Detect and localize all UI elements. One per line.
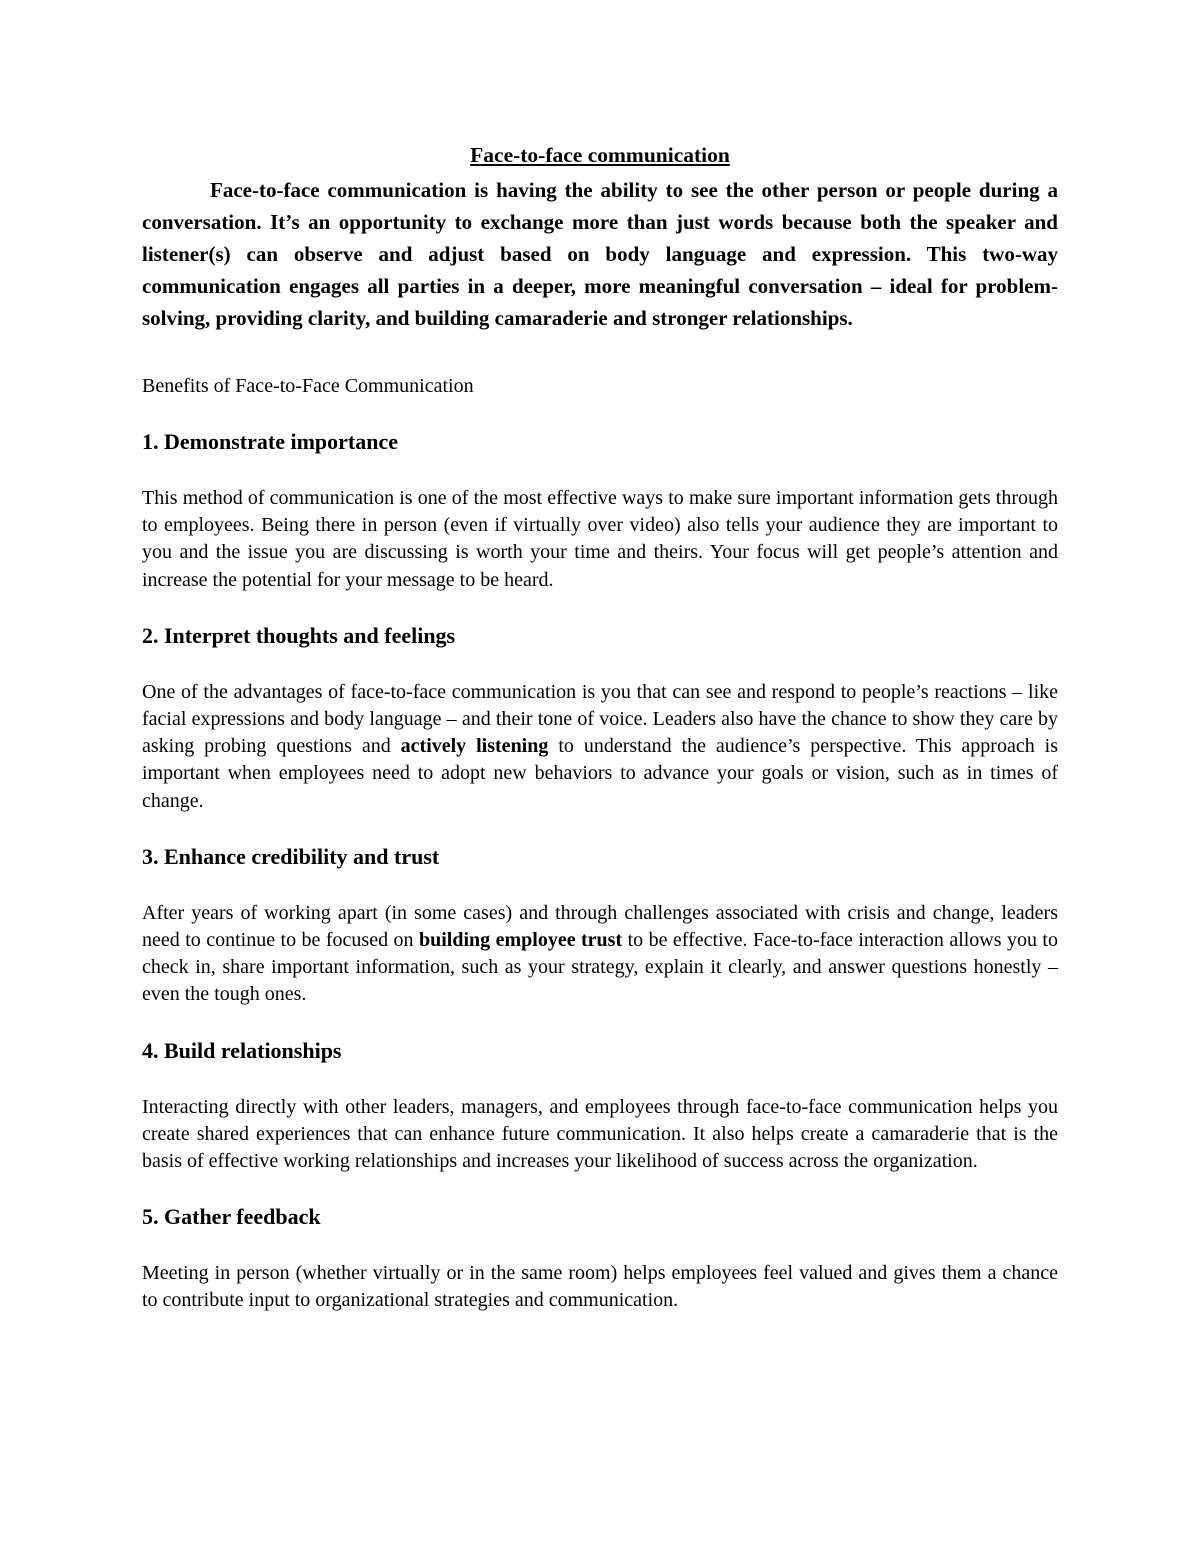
section-heading-1: 1. Demonstrate importance [142,429,398,454]
section-text-5: Meeting in person (whether virtually or in the same room) helps employees feel valued and gives them a chance to contribute input to organizational strategies and communication. [142,1262,1058,1312]
section-text-3 [142,900,1058,1009]
section-3-text-a: After years of working apart (in some cases) and through challenges associated with crisis and change, leaders need to continue to be focused on [142,901,1058,952]
section-2-text-a: One of the advantages of face-to-face communication is you that can see and respond to people’s reactions – like facial expressions and body language – and their tone of voice. Leaders also have the chance to show they care by asking probing questions and [142,680,1058,758]
section-3-text-b: to be effective. Face-to-face interaction allows you to check in, share important information, such as your strategy, explain it clearly, and answer questions honestly – even the tough ones. [142,929,1058,1006]
document-page [142,140,1058,1315]
building-employee-trust-term: building employee trust [418,929,623,952]
section-heading-3: 3. Enhance credibility and trust [142,843,440,869]
intro-text-1: Face-to-face communication is having the ability to see the other person or people during a conversation. It’s an opportunity to exchange more than just words because both the speaker and listener(s) can observe and adjust based on [142,178,1058,266]
section-2-text-b: to understand the audience’s perspective. This approach is important when employees need to adopt new behaviors to advance your goals or vision, such as in times of change. [142,735,1058,812]
benefits-heading: Benefits of Face-to-Face Communication [142,375,474,397]
intro-text-3: engages all parties in a deeper, more meaningful conversation – ideal for problem-solving, providing clarity, and building camaraderie and stronger relationships. [142,274,1058,330]
page-title: Face-to-face communication [470,143,730,167]
section-heading-2: 2. Interpret thoughts and feelings [142,622,456,648]
intro-paragraph [142,174,1058,334]
two-way-communication-term: two-way communication [142,242,1059,298]
section-heading-5: 5. Gather feedback [142,1204,321,1230]
section-text-2 [142,679,1058,815]
section-text-4: Interacting directly with other leaders, managers, and employees through face-to-face communication helps you create shared experiences that can enhance future communication. It also helps create a camaraderie that is the basis of effective working relationships and increases your likelihood of success across the organization. [142,1095,1058,1173]
actively-listening-term: actively listening [400,735,549,758]
section-heading-4: 4. Build relationships [142,1037,342,1063]
section-text-1: This method of communication is one of the most effective ways to make sure important information gets through to employees. Being there in person (even if virtually over video) also tells your audience they are important to you and the issue you are discussing is worth your time and theirs. Your focus will get people’s attention and increase the potential for your message to be heard. [142,487,1058,591]
intro-text-2: and expression. This [746,242,983,266]
body-language-term: body language [605,242,747,266]
